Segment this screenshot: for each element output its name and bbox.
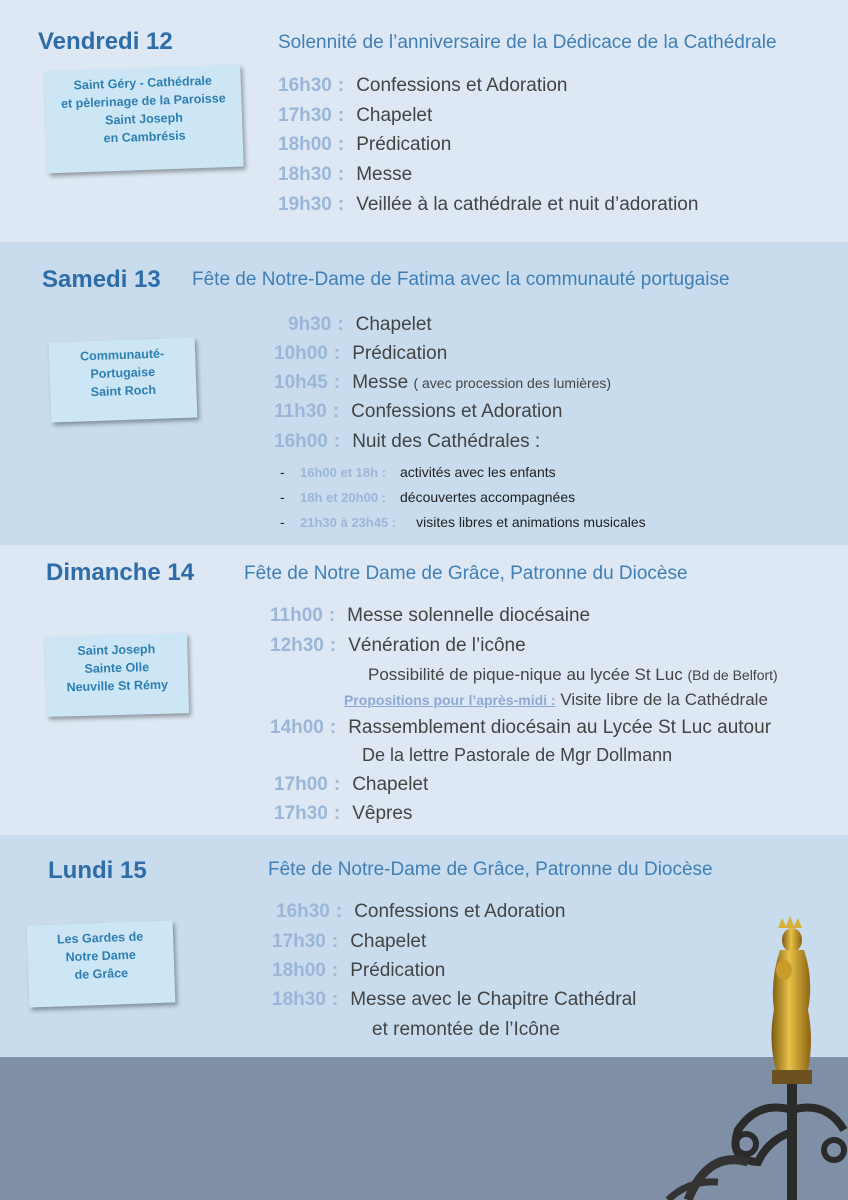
note-line: Portugaise bbox=[90, 364, 156, 382]
time-label: 18h00 bbox=[272, 960, 326, 981]
schedule-row: 18h00 : Prédication bbox=[278, 134, 452, 155]
schedule-row: 10h45 : Messe ( avec procession des lumières) bbox=[274, 372, 612, 393]
event-detail: ( avec procession des lumières) bbox=[413, 375, 612, 391]
sunday-section bbox=[0, 545, 848, 835]
event-label: Confessions et Adoration bbox=[356, 75, 568, 96]
schedule-row: 11h30 : Confessions et Adoration bbox=[274, 401, 563, 422]
schedule-row: 17h30 : Chapelet bbox=[272, 931, 427, 952]
golden-virgin-statue-icon bbox=[648, 900, 848, 1200]
schedule-row: 16h30 : Confessions et Adoration bbox=[276, 901, 566, 922]
schedule-row: 18h30 : Messe bbox=[278, 164, 413, 185]
event-label: Messe avec le Chapitre Cathédral bbox=[350, 989, 637, 1010]
schedule-row: 19h30 : Veillée à la cathédrale et nuit d’adoration bbox=[278, 194, 699, 215]
note-line: Les Gardes de bbox=[56, 929, 144, 947]
event-label: Vénération de l’icône bbox=[348, 635, 526, 656]
day-title: Samedi 13 bbox=[42, 266, 161, 293]
time-label: 10h45 bbox=[274, 372, 328, 393]
time-label: 16h30 bbox=[278, 75, 332, 96]
time-label: 11h30 bbox=[274, 401, 327, 422]
sub-row bbox=[280, 464, 556, 480]
event-label: Confessions et Adoration bbox=[351, 401, 563, 422]
sub-time-label: 18h et 20h00 : bbox=[300, 490, 386, 505]
parish-note bbox=[27, 920, 176, 1007]
letter-note: De la lettre Pastorale de Mgr Dollmann bbox=[362, 745, 673, 765]
sub-time-label: 16h00 et 18h : bbox=[300, 465, 386, 480]
event-label: Veillée à la cathédrale et nuit d’adoration bbox=[356, 194, 699, 215]
note-line: Neuville St Rémy bbox=[66, 677, 169, 695]
event-label: Nuit des Cathédrales : bbox=[352, 431, 541, 452]
picnic-detail: (Bd de Belfort) bbox=[687, 667, 778, 683]
event-label: Prédication bbox=[350, 960, 446, 981]
parish-note bbox=[44, 65, 243, 174]
event-label: Chapelet bbox=[352, 774, 429, 795]
note-line: et pèlerinage de la Paroisse bbox=[60, 91, 226, 111]
parish-note bbox=[49, 337, 198, 422]
bullet-dash: - bbox=[280, 489, 285, 505]
time-label: 18h30 bbox=[272, 989, 326, 1010]
time-label: 10h00 bbox=[274, 343, 328, 364]
sub-row bbox=[280, 514, 646, 530]
event-label: Chapelet bbox=[356, 105, 433, 126]
day-theme: Fête de Notre-Dame de Grâce, Patronne du Diocèse bbox=[268, 859, 713, 880]
day-title: Dimanche 14 bbox=[46, 559, 195, 586]
note-line: Saint Joseph bbox=[104, 110, 184, 128]
time-label: 18h00 bbox=[278, 134, 332, 155]
afternoon-note bbox=[344, 690, 768, 710]
event-label: Chapelet bbox=[350, 931, 427, 952]
schedule-row: 16h00 : Nuit des Cathédrales : bbox=[274, 431, 541, 452]
event-label: Chapelet bbox=[355, 314, 432, 335]
schedule-row: 10h00 : Prédication bbox=[274, 343, 448, 364]
schedule-row: 14h00 : Rassemblement diocésain au Lycée St Luc autour bbox=[270, 717, 772, 738]
day-theme: Fête de Notre Dame de Grâce, Patronne du Diocèse bbox=[244, 563, 688, 584]
day-theme: Solennité de l’anniversaire de la Dédicace de la Cathédrale bbox=[278, 32, 777, 53]
event-label: Messe bbox=[356, 164, 413, 185]
time-label: 17h30 bbox=[274, 803, 328, 824]
time-label: 19h30 bbox=[278, 194, 332, 215]
time-label: 12h30 bbox=[270, 635, 324, 656]
bullet-dash: - bbox=[280, 514, 285, 530]
schedule-row: 11h00 : Messe solennelle diocésaine bbox=[270, 605, 591, 626]
time-label: 14h00 bbox=[270, 717, 324, 738]
schedule-row: 18h00 : Prédication bbox=[272, 960, 446, 981]
note-line: Sainte Olle bbox=[84, 660, 150, 676]
schedule-row: 18h30 : Messe avec le Chapitre Cathédral bbox=[272, 989, 637, 1010]
event-label: Messe bbox=[352, 372, 409, 393]
continuation-text: et remontée de l’Icône bbox=[372, 1019, 561, 1040]
day-title: Lundi 15 bbox=[48, 857, 147, 884]
time-label: 11h00 bbox=[270, 605, 323, 626]
picnic-text: Possibilité de pique-nique au lycée St Luc bbox=[368, 665, 683, 684]
schedule-row: 12h30 : Vénération de l’icône bbox=[270, 635, 526, 656]
sub-event-label: visites libres et animations musicales bbox=[416, 514, 646, 530]
sub-event-label: découvertes accompagnées bbox=[400, 489, 576, 505]
note-line: Notre Dame bbox=[65, 947, 137, 965]
note-line: Saint Géry - Cathédrale bbox=[73, 73, 213, 93]
event-label: Rassemblement diocésain au Lycée St Luc autour bbox=[348, 717, 772, 738]
day-theme: Fête de Notre-Dame de Fatima avec la communauté portugaise bbox=[192, 269, 730, 290]
sub-row bbox=[280, 489, 575, 505]
event-label: Prédication bbox=[356, 134, 452, 155]
schedule-row: 17h30 : Chapelet bbox=[278, 105, 433, 126]
time-label: 16h30 bbox=[276, 901, 330, 922]
schedule-row: 17h30 : Vêpres bbox=[274, 803, 413, 824]
time-label: 9h30 bbox=[288, 314, 332, 335]
schedule-row: 9h30 : Chapelet bbox=[288, 314, 432, 335]
time-label: 18h30 bbox=[278, 164, 332, 185]
note-line: Saint Roch bbox=[90, 382, 157, 400]
time-label: 16h00 bbox=[274, 431, 328, 452]
afternoon-label: Propositions pour l’après-midi : bbox=[344, 692, 556, 708]
parish-note bbox=[45, 633, 189, 717]
time-label: 17h30 bbox=[272, 931, 326, 952]
schedule-row: 16h30 : Confessions et Adoration bbox=[278, 75, 568, 96]
note-line: en Cambrésis bbox=[103, 128, 186, 146]
time-label: 17h00 bbox=[274, 774, 328, 795]
sub-time-label: 21h30 à 23h45 : bbox=[300, 515, 397, 530]
event-label: Messe solennelle diocésaine bbox=[347, 605, 591, 626]
note-line: de Grâce bbox=[74, 966, 129, 982]
picnic-note bbox=[368, 665, 778, 685]
bullet-dash: - bbox=[280, 464, 285, 480]
note-line: Saint Joseph bbox=[77, 641, 156, 659]
note-line: Communauté- bbox=[79, 346, 165, 364]
schedule-row: 17h00 : Chapelet bbox=[274, 774, 429, 795]
afternoon-text: Visite libre de la Cathédrale bbox=[560, 690, 768, 709]
time-label: 17h30 bbox=[278, 105, 332, 126]
friday-section bbox=[0, 0, 848, 242]
day-title: Vendredi 12 bbox=[38, 28, 173, 55]
event-label: Prédication bbox=[352, 343, 448, 364]
event-label: Confessions et Adoration bbox=[354, 901, 566, 922]
sub-event-label: activités avec les enfants bbox=[400, 464, 556, 480]
saturday-section bbox=[0, 242, 848, 545]
event-label: Vêpres bbox=[352, 803, 413, 824]
